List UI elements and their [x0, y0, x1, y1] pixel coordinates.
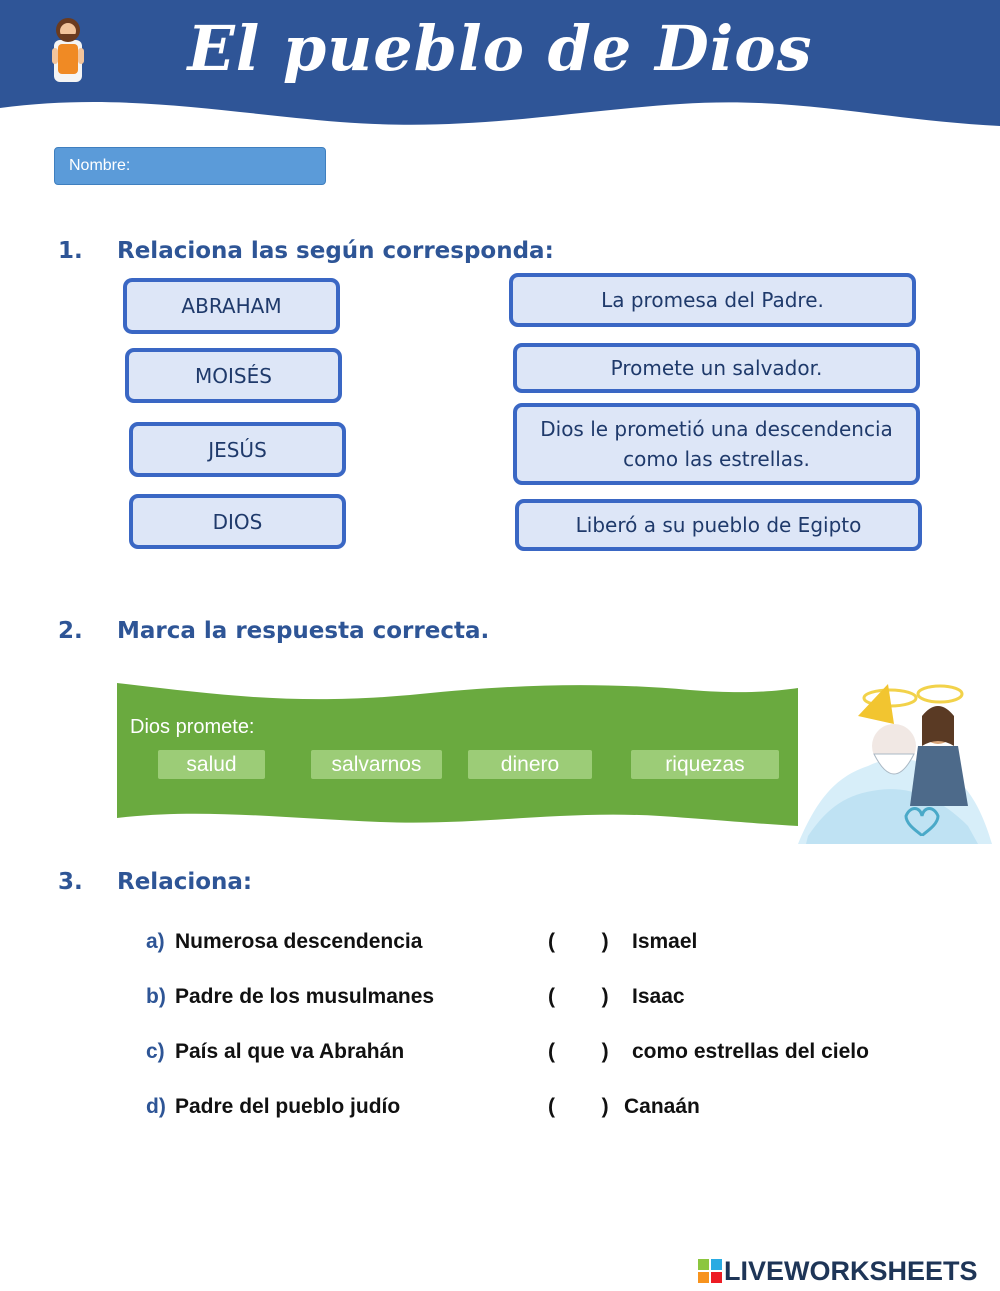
match-right-salvador[interactable]: Promete un salvador.: [513, 343, 920, 393]
match-left-dios[interactable]: DIOS: [129, 494, 346, 549]
q3-paren-d[interactable]: ( ): [548, 1095, 609, 1118]
section2-number: 2.: [58, 618, 83, 644]
section3-title: Relaciona:: [117, 869, 253, 895]
option-dinero[interactable]: dinero: [468, 750, 592, 779]
q3-letter-a: a): [146, 930, 165, 953]
trinity-illustration: [798, 676, 992, 844]
q3-answer-estrellas: como estrellas del cielo: [632, 1040, 869, 1063]
q3-text-a: Numerosa descendencia: [175, 930, 423, 953]
q3-text-c: País al que va Abrahán: [175, 1040, 405, 1063]
option-salvarnos[interactable]: salvarnos: [311, 750, 442, 779]
section2-title: Marca la respuesta correcta.: [117, 618, 490, 644]
name-label: Nombre:: [69, 157, 131, 174]
match-left-jesus[interactable]: JESÚS: [129, 422, 346, 477]
liveworksheets-mark-icon: [698, 1259, 722, 1283]
match-right-promesa[interactable]: La promesa del Padre.: [509, 273, 916, 327]
q3-letter-b: b): [146, 985, 166, 1008]
match-right-descendencia[interactable]: Dios le prometió una descendencia como las estrellas.: [513, 403, 920, 485]
page-title: El pueblo de Dios: [187, 12, 813, 85]
option-salud[interactable]: salud: [158, 750, 265, 779]
q3-letter-c: c): [146, 1040, 165, 1063]
match-left-moises[interactable]: MOISÉS: [125, 348, 342, 403]
option-riquezas[interactable]: riquezas: [631, 750, 779, 779]
q3-answer-isaac: Isaac: [632, 985, 685, 1008]
section1-title: Relaciona las según corresponda:: [117, 238, 554, 264]
match-left-abraham[interactable]: ABRAHAM: [123, 278, 340, 334]
answer-prompt: Dios promete:: [130, 716, 255, 738]
q3-text-d: Padre del pueblo judío: [175, 1095, 401, 1118]
match-right-egipto[interactable]: Liberó a su pueblo de Egipto: [515, 499, 922, 551]
q3-answer-ismael: Ismael: [632, 930, 698, 953]
q3-letter-d: d): [146, 1095, 166, 1118]
section1-number: 1.: [58, 238, 83, 264]
q3-paren-c[interactable]: ( ): [548, 1040, 609, 1063]
q3-paren-a[interactable]: ( ): [548, 930, 609, 953]
q3-text-b: Padre de los musulmanes: [175, 985, 435, 1008]
section3-number: 3.: [58, 869, 83, 895]
q3-answer-canaan: Canaán: [624, 1095, 700, 1118]
liveworksheets-brand: LIVEWORKSHEETS: [724, 1256, 978, 1286]
q3-paren-b[interactable]: ( ): [548, 985, 609, 1008]
